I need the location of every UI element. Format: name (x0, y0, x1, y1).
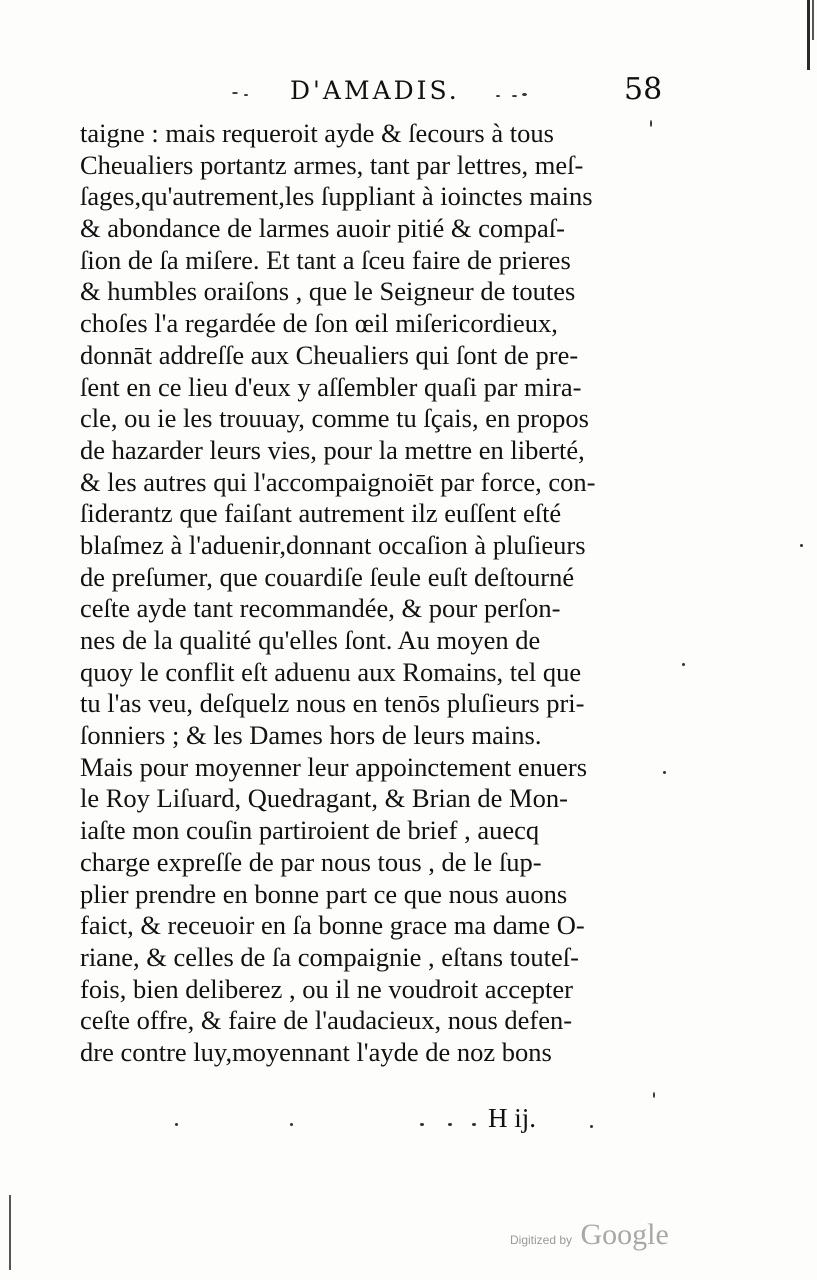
text-line: Mais pour moyenner leur appoinctement enuers (80, 751, 588, 782)
text-line: choſes l'a regardée de ſon œil miſericordieux, (80, 308, 558, 339)
text-line: donnāt addreſſe aux Cheualiers qui ſont de pre- (80, 339, 579, 370)
page-number: 58 (624, 72, 663, 107)
margin-edge-mark (9, 1195, 11, 1270)
digitization-watermark (510, 1218, 669, 1252)
page-edge-shadow (797, 0, 817, 90)
text-line: ceſte ayde tant recommandée, & pour perſon- (80, 593, 561, 624)
text-line: de preſumer, que couardiſe ſeule euſt deſtourné (80, 561, 575, 592)
text-line: & les autres qui l'accompaignoiēt par force, con- (80, 466, 596, 497)
text-line: ſion de ſa miſere. Et tant a ſceu faire de prieres (80, 244, 571, 275)
text-line: & abondance de larmes auoir pitié & compaſ- (80, 213, 565, 244)
text-line: plier prendre en bonne part ce que nous auons (80, 878, 568, 909)
text-line: faict, & receuoir en ſa bonne grace ma dame O- (80, 910, 585, 941)
text-line: ſiderantz que faiſant autrement ilz euſſent eſté (80, 498, 562, 529)
text-line: nes de la qualité qu'elles ſont. Au moyen de (80, 625, 541, 655)
body-text (80, 118, 660, 1069)
text-line: ſages,qu'autrement,les ſuppliant à ioinctes mains (80, 181, 593, 212)
text-line: riane, & celles de ſa compaignie , eſtans touteſ- (80, 941, 579, 972)
running-title: D'AMADIS. (290, 76, 460, 105)
watermark-brand: Google (580, 1218, 669, 1251)
text-line: blaſmez à l'aduenir,donnant occaſion à pluſieurs (80, 529, 586, 560)
text-line: le Roy Liſuard, Quedragant, & Brian de Mon- (80, 783, 568, 814)
text-line: charge expreſſe de par nous tous , de le ſup- (80, 846, 542, 877)
text-line: ſonniers ; & les Dames hors de leurs mains. (80, 720, 542, 751)
text-line: dre contre luy,moyennant l'ayde de noz bons (80, 1036, 552, 1067)
text-line: ceſte offre, & faire de l'audacieux, nous defen- (80, 1005, 573, 1036)
text-line: cle, ou ie les trouuay, comme tu ſçais, en propos (80, 403, 589, 434)
text-line: de hazarder leurs vies, pour la mettre en liberté, (80, 434, 585, 465)
text-line: quoy le conflit eſt aduenu aux Romains, tel que (80, 656, 582, 687)
watermark-prefix: Digitized by (510, 1233, 573, 1247)
text-line: Cheualiers portantz armes, tant par lettres, meſ- (80, 149, 584, 180)
text-line: ſent en ce lieu d'eux y aſſembler quaſi par mira- (80, 371, 582, 402)
text-line: tu l'as veu, deſquelz nous en tenōs pluſieurs pri- (80, 688, 585, 719)
text-line: & humbles oraiſons , que le Seigneur de toutes (80, 276, 576, 307)
text-line: iaſte mon couſin partiroient de brief , auecq (80, 815, 540, 846)
signature-mark: H ij. (488, 1103, 537, 1133)
text-line: fois, bien deliberez , ou il ne voudroit accepter (80, 973, 574, 1004)
text-line: taigne : mais requeroit ayde & ſecours à tous (80, 118, 554, 148)
